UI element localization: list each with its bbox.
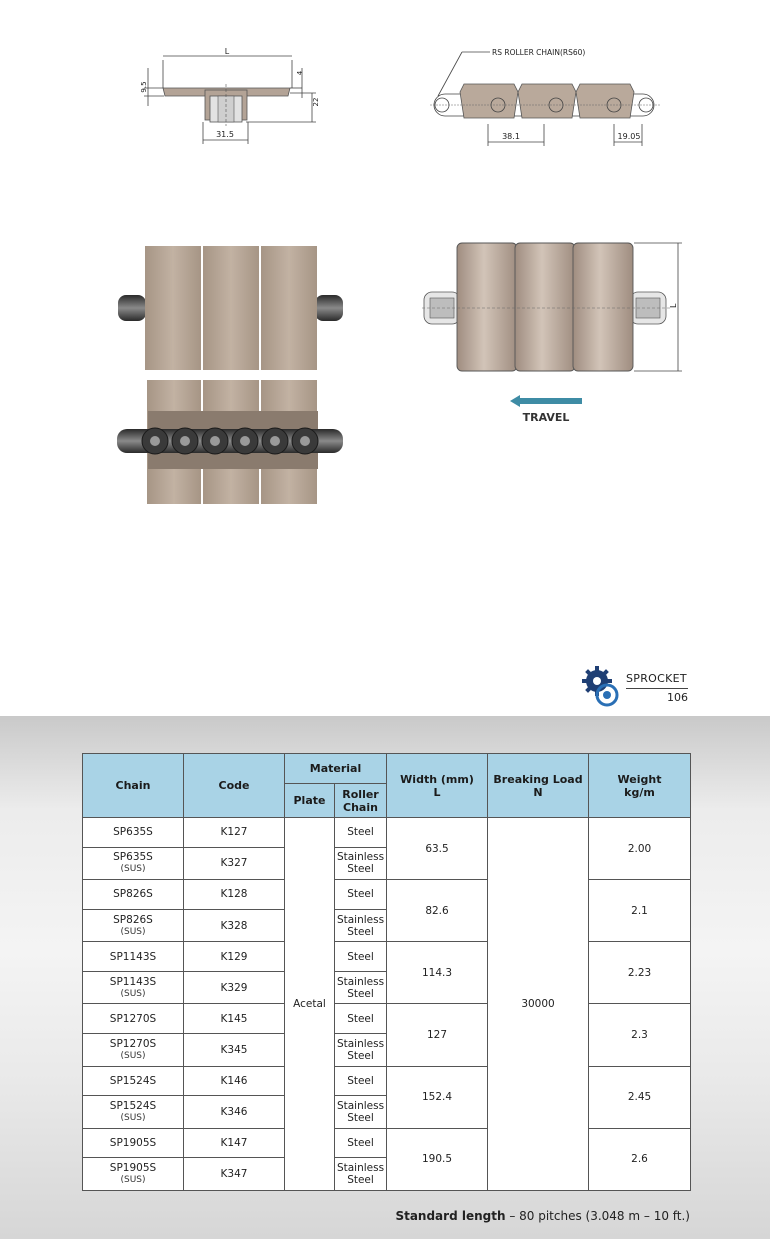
dim-9-5-label: 9.5 bbox=[140, 81, 148, 93]
width-cell: 63.5 bbox=[387, 818, 488, 880]
header-chain: Chain bbox=[83, 754, 184, 818]
table-row bbox=[83, 1128, 691, 1158]
table-row bbox=[83, 1004, 691, 1034]
chain-name: SP1270S bbox=[109, 1012, 157, 1025]
sprocket-label: SPROCKET bbox=[626, 672, 687, 685]
cross-section-diagram bbox=[130, 40, 330, 152]
product-photo bbox=[115, 243, 345, 508]
chain-cell bbox=[83, 1096, 184, 1129]
travel-arrow-icon bbox=[510, 395, 582, 407]
table-row bbox=[83, 880, 691, 910]
chain-name: SP1143S bbox=[109, 950, 157, 963]
sus-note: (SUS) bbox=[120, 926, 146, 937]
roller-cell: Stainless Steel bbox=[335, 847, 387, 880]
top-view-dim-l-label: L bbox=[669, 303, 678, 308]
header-plate: Plate bbox=[285, 784, 335, 818]
width-cell: 127 bbox=[387, 1004, 488, 1066]
roller-cell: Stainless Steel bbox=[335, 1034, 387, 1067]
chain-name: SP1143S bbox=[109, 975, 157, 988]
dim-19-05-label: 19.05 bbox=[617, 132, 641, 141]
chain-name: SP1524S bbox=[109, 1099, 157, 1112]
standard-length-label: Standard length bbox=[395, 1209, 506, 1223]
chain-name: SP1905S bbox=[109, 1137, 157, 1150]
header-breaking-load bbox=[488, 754, 589, 818]
weight-cell: 2.00 bbox=[589, 818, 691, 880]
dim-38-1-label: 38.1 bbox=[502, 132, 520, 141]
table-row bbox=[83, 942, 691, 972]
roller-cell: Stainless Steel bbox=[335, 1158, 387, 1191]
chain-name: SP826S bbox=[113, 888, 153, 901]
dim-22-label: 22 bbox=[312, 97, 320, 107]
chain-cell bbox=[83, 1034, 184, 1067]
header-material: Material bbox=[285, 754, 387, 784]
chain-cell bbox=[83, 909, 184, 942]
roller-chain-callout: RS ROLLER CHAIN(RS60) bbox=[492, 48, 586, 57]
width-cell: 82.6 bbox=[387, 880, 488, 942]
chain-cell bbox=[83, 880, 184, 910]
code-cell: K346 bbox=[184, 1096, 285, 1129]
top-view-diagram bbox=[420, 238, 690, 428]
table-row bbox=[83, 1066, 691, 1096]
spec-table bbox=[82, 753, 691, 1191]
chain-cell bbox=[83, 1158, 184, 1191]
header-breaking-load-sub: N bbox=[533, 785, 543, 799]
chain-name: SP1524S bbox=[109, 1074, 157, 1087]
sus-note: (SUS) bbox=[120, 1175, 146, 1186]
weight-cell: 2.23 bbox=[589, 942, 691, 1004]
header-breaking-load-label: Breaking Load bbox=[493, 772, 583, 786]
plate-material-cell: Acetal bbox=[285, 818, 335, 1191]
side-view-diagram bbox=[420, 40, 670, 152]
sus-note: (SUS) bbox=[120, 1112, 146, 1123]
standard-length-note bbox=[395, 1209, 690, 1223]
chain-name: SP635S bbox=[113, 826, 153, 839]
sus-note: (SUS) bbox=[120, 1050, 146, 1061]
code-cell: K328 bbox=[184, 909, 285, 942]
chain-cell bbox=[83, 818, 184, 848]
dim-l-label: L bbox=[224, 47, 230, 56]
roller-cell: Steel bbox=[335, 1128, 387, 1158]
header-weight bbox=[589, 754, 691, 818]
code-cell: K127 bbox=[184, 818, 285, 848]
code-cell: K345 bbox=[184, 1034, 285, 1067]
weight-cell: 2.45 bbox=[589, 1066, 691, 1128]
code-cell: K146 bbox=[184, 1066, 285, 1096]
header-code: Code bbox=[184, 754, 285, 818]
header-weight-label: Weight bbox=[617, 772, 662, 786]
table-row bbox=[83, 818, 691, 848]
sprocket-icon bbox=[582, 666, 622, 708]
weight-cell: 2.3 bbox=[589, 1004, 691, 1066]
code-cell: K129 bbox=[184, 942, 285, 972]
code-cell: K147 bbox=[184, 1128, 285, 1158]
sprocket-divider bbox=[626, 688, 688, 689]
chain-cell bbox=[83, 1128, 184, 1158]
width-cell: 190.5 bbox=[387, 1128, 488, 1190]
chain-cell bbox=[83, 1066, 184, 1096]
chain-cell bbox=[83, 847, 184, 880]
chain-cell bbox=[83, 1004, 184, 1034]
chain-name: SP1905S bbox=[109, 1162, 157, 1175]
header-width-label: Width (mm) bbox=[400, 772, 474, 786]
chain-name: SP826S bbox=[113, 913, 153, 926]
chain-cell bbox=[83, 942, 184, 972]
header-width-sub: L bbox=[433, 785, 441, 799]
roller-cell: Stainless Steel bbox=[335, 971, 387, 1004]
code-cell: K327 bbox=[184, 847, 285, 880]
header-weight-sub: kg/m bbox=[624, 785, 655, 799]
sprocket-page-number: 106 bbox=[667, 691, 688, 704]
roller-cell: Steel bbox=[335, 1004, 387, 1034]
dim-4-label: 4 bbox=[296, 70, 304, 76]
standard-length-value: – 80 pitches (3.048 m – 10 ft.) bbox=[505, 1209, 690, 1223]
roller-cell: Steel bbox=[335, 1066, 387, 1096]
chain-name: SP1270S bbox=[109, 1037, 157, 1050]
dim-31-5-label: 31.5 bbox=[216, 130, 234, 139]
code-cell: K347 bbox=[184, 1158, 285, 1191]
sus-note: (SUS) bbox=[120, 988, 146, 999]
header-roller-chain: Roller Chain bbox=[335, 784, 387, 818]
weight-cell: 2.6 bbox=[589, 1128, 691, 1190]
header-width bbox=[387, 754, 488, 818]
chain-cell bbox=[83, 971, 184, 1004]
width-cell: 152.4 bbox=[387, 1066, 488, 1128]
breaking-load-cell: 30000 bbox=[488, 818, 589, 1191]
roller-cell: Steel bbox=[335, 942, 387, 972]
weight-cell: 2.1 bbox=[589, 880, 691, 942]
roller-cell: Stainless Steel bbox=[335, 1096, 387, 1129]
code-cell: K329 bbox=[184, 971, 285, 1004]
roller-cell: Stainless Steel bbox=[335, 909, 387, 942]
width-cell: 114.3 bbox=[387, 942, 488, 1004]
chain-name: SP635S bbox=[113, 851, 153, 864]
code-cell: K145 bbox=[184, 1004, 285, 1034]
travel-label: TRAVEL bbox=[522, 411, 570, 424]
sus-note: (SUS) bbox=[120, 864, 146, 875]
roller-cell: Steel bbox=[335, 880, 387, 910]
roller-cell: Steel bbox=[335, 818, 387, 848]
code-cell: K128 bbox=[184, 880, 285, 910]
